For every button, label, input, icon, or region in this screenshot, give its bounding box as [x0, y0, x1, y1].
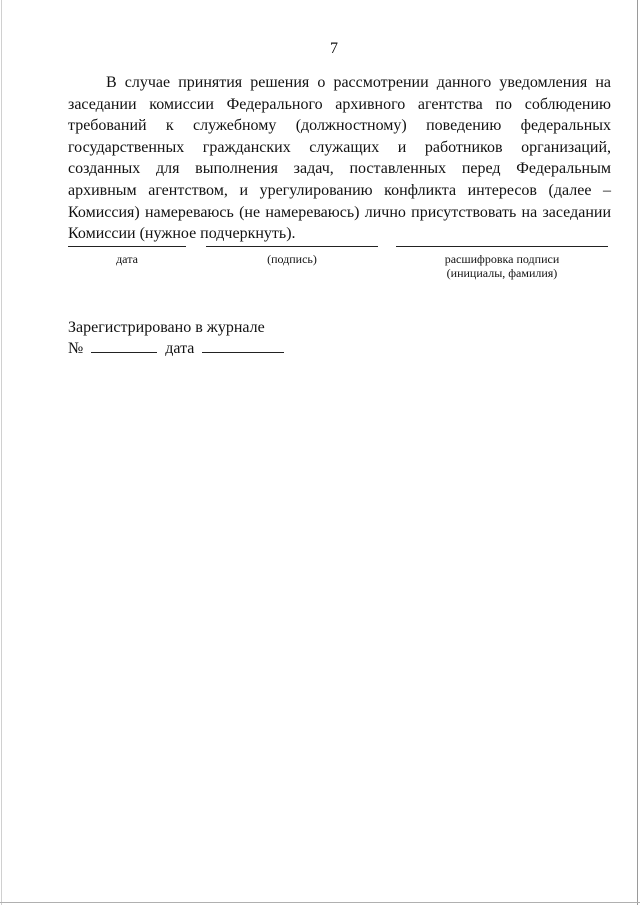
scan-edge-bottom [0, 902, 640, 903]
scan-edge-left [1, 0, 2, 905]
number-symbol: № [68, 340, 84, 357]
page-number: 7 [330, 40, 338, 57]
registration-title: Зарегистрировано в журнале [68, 319, 265, 336]
transcript-caption [396, 252, 608, 280]
registration-line [68, 338, 284, 359]
registration-number-blank [91, 338, 157, 353]
signature-caption: (подпись) [267, 252, 317, 266]
date-blank-line [68, 246, 186, 247]
registration-date-blank [202, 338, 284, 353]
date-caption: дата [116, 252, 138, 266]
signature-blank-line [206, 246, 378, 247]
transcript-caption-line1: расшифровка подписи [444, 252, 560, 266]
transcript-caption-line2: (инициалы, фамилия) [446, 266, 558, 280]
transcript-blank-line [396, 246, 608, 247]
body-paragraph: В случае принятия решения о рассмотрении данного уведомления на заседании комиссии Федерального архивного агентства по соблюдению требований к служебному (должностному) поведению федеральных государственных гражданских служащих и работников организаций, созданных для выполнения задач, поставленных перед Федеральным архивным агентством, и урегулированию конфликта интересов (далее – Комиссия) намереваюсь (не намереваюсь) лично присутствовать на заседании Комиссии (нужное подчеркнуть). [68, 74, 611, 243]
scan-edge-right [637, 0, 638, 905]
registration-date-label: дата [165, 340, 195, 357]
